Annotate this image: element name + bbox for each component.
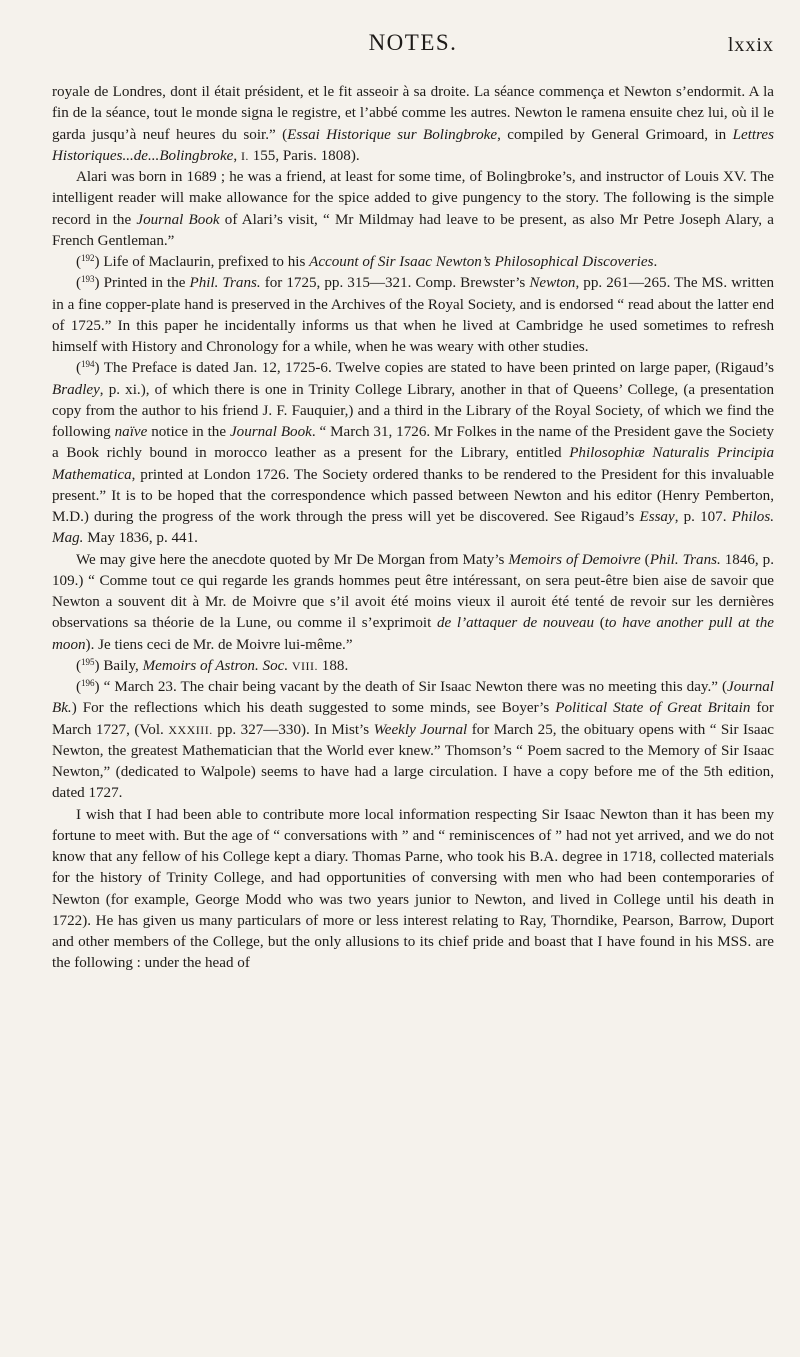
running-title: NOTES. [368, 30, 458, 55]
note-paragraph-p9: I wish that I had been able to contribute more local information respecting Sir Isaac Newton than it has been my fortune to meet with. But the age of “ conversations with ” and “ reminiscences of ” had not yet arrived, and we do not know that any fellow of his College kept a diary. Thomas Parne, who took his B.A. degree in 1718, collected materials for the history of Trinity College, and had opportunities of conversing with men who had been contemporaries of Newton (for example, George Modd who was two years junior to Newton, and lived in College until his death in 1722). He has given us many particulars of more or less interest relating to Ray, Thorndike, Pearson, Barrow, Duport and other members of the College, but the only allusions to its chief pride and boast that I have found in his MSS. are the following : under the head of [52, 806, 774, 972]
note-paragraph-p1: royale de Londres, dont il était président, et le fit asseoir à sa droite. La séance commença et Newton s’endormit. A la fin de la séance, tout le monde signa le registre, et l’abbé comme les autres. Newton le ramena ensuite chez lui, où il le garda jusqu’à neuf heures du soir.” (Essai Historique sur Bolingbroke, compiled by General Grimoard, in Lettres Historiques...de...Bolingbroke, I. 155, Paris. 1808). [52, 84, 774, 164]
note-paragraph-p2: Alari was born in 1689 ; he was a friend, at least for some time, of Bolingbroke’s, and instructor of Louis XV. The intelligent reader will make allowance for the spice added to give pungency to the story. The following is the simple record in the Journal Book of Alari’s visit, “ Mr Mildmay had leave to be present, as also Mr Petre Joseph Alary, a French Gentleman.” [52, 169, 774, 249]
note-paragraph-p5: ($^{194}$) The Preface is dated Jan. 12, 1725-6. Twelve copies are stated to have been printed on large paper, (Rigaud’s Bradley, p. xi.), of which there is one in Trinity College Library, another in that of Queens’ College, (a presentation copy from the author to his friend J. F. Fauquier,) and a third in the Library of the Royal Society, of which we find the following naïve notice in the Journal Book. “ March 31, 1726. Mr Folkes in the name of the President gave the Society a Book richly bound in morocco leather as a present for the Library, entitled Philosophiæ Naturalis Principia Mathematica, printed at London 1726. The Society ordered thanks to be rendered to the President for this invaluable present.” It is to be hoped that the correspondence which passed between Newton and his editor (Henry Pemberton, M.D.) during the progress of the work through the press will yet be discovered. See Rigaud’s Essay, p. 107. Philos. Mag. May 1836, p. 441. [52, 359, 775, 547]
note-paragraph-p7: ($^{195}$) Baily, Memoirs of Astron. Soc. VIII. 188. [76, 656, 349, 674]
note-paragraph-p3: ($^{192}$) Life of Maclaurin, prefixed to his Account of Sir Isaac Newton’s Philosophical Discoveries. [76, 253, 658, 270]
notes-body [52, 82, 774, 975]
note-paragraph-p6: We may give here the anecdote quoted by Mr De Morgan from Maty’s Memoirs of Demoivre (Phil. Trans. 1846, p. 109.) “ Comme tout ce qui regarde les grands hommes peut être intéressant, on sera peut-être bien aise de savoir que Newton a souvent dit à Mr. de Moivre que s’il avoit été moins vieux il auroit été tenté de revoir sur les dernières observations sa théorie de la Lune, ou comme il s’exprimoit de l’attaquer de nouveau (to have another pull at the moon). Je tiens ceci de Mr. de Moivre lui-même.” [52, 551, 774, 653]
note-paragraph-p4: ($^{193}$) Printed in the Phil. Trans. for 1725, pp. 315—321. Comp. Brewster’s Newton, pp. 261—265. The MS. written in a fine copper-plate hand is preserved in the Archives of the Royal Society, and is endorsed “ read about the latter end of 1725.” In this paper he incidentally informs us that when he lived at Cambridge he used sometimes to refresh himself with History and Chronology for a while, when he was weary with other studies. [52, 274, 775, 355]
note-paragraph-p8: ($^{196}$) “ March 23. The chair being vacant by the death of Sir Isaac Newton there was no meeting this day.” (Journal Bk.) For the reflections which his death suggested to some minds, see Boyer’s Political State of Great Britain for March 1727, (Vol. XXXIII. pp. 327—330). In Mist’s Weekly Journal for March 25, the obituary opens with “ Sir Isaac Newton, the greatest Mathematician that the World ever knew.” Thomson’s “ Poem sacred to the Memory of Sir Isaac Newton,” (dedicated to Walpole) seems to have had a large circulation. I have a copy before me of the 5th edition, dated 1727. [52, 678, 775, 802]
page-number: lxxix [727, 34, 774, 56]
running-header [52, 30, 774, 70]
